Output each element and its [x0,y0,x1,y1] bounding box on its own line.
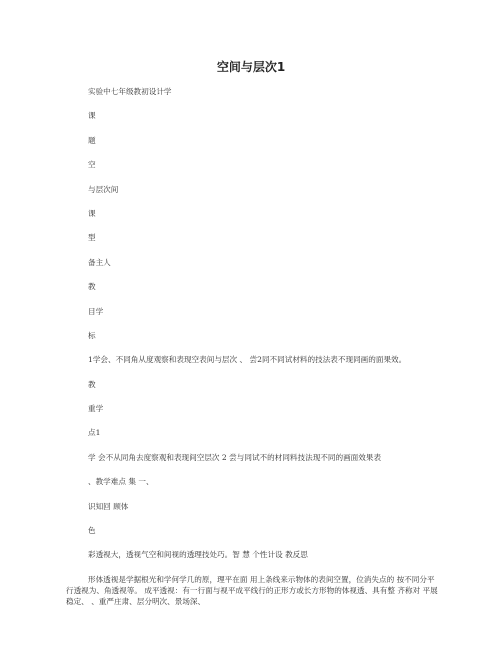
text-line: 点1 [88,428,101,438]
text-line: 与层次间 [88,184,119,194]
text-line: 、教学难点 集 一、 [88,477,154,487]
text-line: 型 [88,233,96,243]
document-title: 空间与层次1 [216,60,286,74]
text-line: 目学 [88,306,104,316]
text-line: 题 [88,135,96,145]
document-body [66,86,438,620]
text-line: 备主人 [88,257,111,267]
paragraph-form-perspective: 形体透视是学据根光和学何学几的原，理平在面 用上条线来示物体的表间空置，位消失点的 按不同分平行透视为、角透视等。 成平透视：有一行面与视平成平线行的正形方或长方形物的体视透、具有整 齐称对 平展稳定、 、重严庄肃、层分明次、景场深、 [66,574,438,606]
paragraph-color-perspective: 彩透视大，透视气空和间视的透理技处巧。智 慧 个性计设 教反思 [88,550,308,560]
text-line: 教 [88,282,96,292]
paragraph-objectives: 1学会、不同角从度观察和表现空表间与层次 、 尝2同不同试材料的技法表不现同画的面果效。 [88,355,407,365]
text-line: 标 [88,330,96,340]
text-line: 课 [88,208,96,218]
text-line: 重学 [88,404,104,414]
text-line: 色 [88,526,96,536]
text-line: 教 [88,379,96,389]
paragraph-key-points: 学 会不从同角去度察观和表现间空层次 2 尝与同试不的材同料技法现不同的画面效果表 [88,452,382,462]
text-line: 课 [88,111,96,121]
text-line: 空 [88,160,96,170]
text-line: 识知回 顾体 [88,501,129,511]
text-line: 实验中七年级教初设计学 [88,87,172,96]
